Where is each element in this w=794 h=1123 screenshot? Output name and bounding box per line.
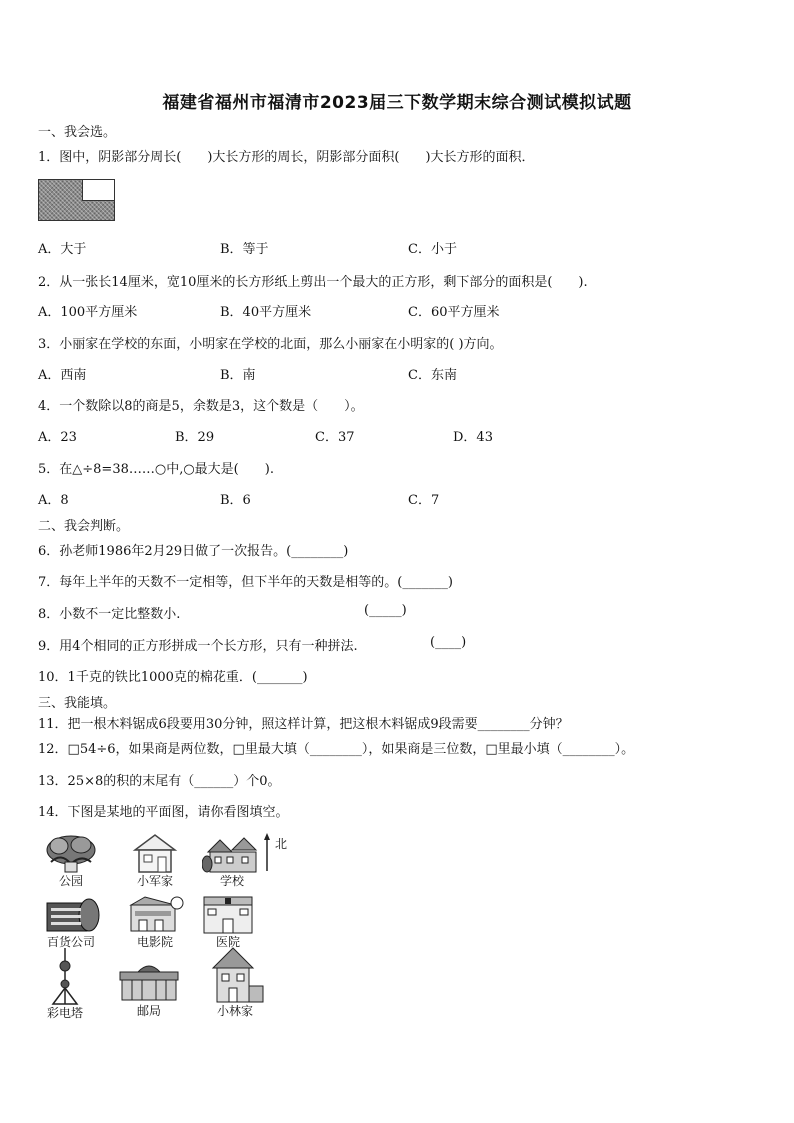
map-place-xiaolin-home — [200, 946, 270, 1019]
question-8: 8．小数不一定比整数小. — [38, 607, 181, 622]
option-b: B．29 — [175, 430, 215, 445]
map-label: 邮局 — [136, 1004, 161, 1018]
question-14: 14．下图是某地的平面图，请你看图填空。 — [38, 805, 289, 820]
option-a: A．8 — [38, 493, 69, 508]
map-place-school — [197, 832, 267, 889]
map-place-park — [36, 832, 106, 889]
map-label: 电影院 — [136, 935, 173, 949]
cinema-icon — [125, 893, 185, 935]
option-c: C．东南 — [408, 368, 457, 383]
map-place-tv-tower — [30, 948, 100, 1021]
option-c: C．小于 — [408, 242, 457, 257]
map-place-hospital — [193, 893, 263, 950]
option-c: C．60平方厘米 — [408, 305, 500, 320]
section-heading-3: 三、我能填。 — [38, 696, 117, 711]
question-11: 11．把一根木料锯成6段要用30分钟，照这样计算，把这根木料锯成9段需要________分钟？ — [38, 717, 569, 732]
school-icon — [202, 832, 262, 874]
map-label: 彩电塔 — [46, 1006, 83, 1020]
question-2-options — [38, 301, 758, 319]
map-label: 小军家 — [136, 874, 173, 888]
unshaded-corner — [82, 180, 114, 201]
option-b: B．南 — [220, 368, 256, 383]
apartment-icon — [205, 946, 265, 1004]
department-store-icon — [41, 893, 101, 935]
section-heading-2: 二、我会判断。 — [38, 519, 130, 534]
map-place-post-office — [114, 956, 184, 1019]
option-d: D．43 — [453, 430, 493, 445]
shaded-rectangle-figure — [38, 179, 115, 221]
map-label: 小林家 — [216, 1004, 253, 1018]
question-6: 6．孙老师1986年2月29日做了一次报告。(________) — [38, 544, 349, 559]
map-place-department-store — [36, 893, 106, 950]
option-a: A．23 — [38, 430, 77, 445]
option-b: B．40平方厘米 — [220, 305, 312, 320]
map-place-xiaojun-home — [120, 832, 190, 889]
page-title: 福建省福州市福清市2023届三下数学期末综合测试模拟试题 — [162, 93, 632, 113]
question-13: 13．25×8的积的末尾有（______）个0。 — [38, 774, 281, 789]
north-label: 北 — [275, 837, 288, 851]
map-label: 百货公司 — [46, 935, 95, 949]
option-b: B．等于 — [220, 242, 269, 257]
question-4: 4．一个数除以8的商是5，余数是3，这个数是（ ）。 — [38, 399, 364, 414]
option-a: A．100平方厘米 — [38, 305, 138, 320]
option-a: A．大于 — [38, 242, 87, 257]
question-8-blank: (_____) — [364, 603, 407, 618]
option-a: A．西南 — [38, 368, 87, 383]
park-icon — [41, 832, 101, 874]
map-label: 医院 — [215, 935, 240, 949]
map-label: 学校 — [219, 874, 244, 888]
map-label: 公园 — [58, 874, 83, 888]
question-9-blank: (____) — [430, 635, 467, 650]
option-c: C．7 — [408, 493, 440, 508]
question-4-options — [38, 426, 758, 444]
question-5: 5．在△÷8=38……○中,○最大是( ). — [38, 462, 274, 477]
house-icon — [130, 832, 180, 874]
section-heading-1: 一、我会选。 — [38, 125, 117, 140]
question-1-options — [38, 238, 758, 256]
question-3-options — [38, 364, 758, 382]
question-10: 10．1千克的铁比1000克的棉花重．(_______) — [38, 670, 308, 685]
option-b: B．6 — [220, 493, 251, 508]
tv-tower-icon — [45, 948, 85, 1006]
question-5-options — [38, 489, 758, 507]
question-3: 3．小丽家在学校的东面，小明家在学校的北面，那么小丽家在小明家的( )方向。 — [38, 337, 503, 352]
hospital-icon — [198, 893, 258, 935]
question-2: 2．从一张长14厘米，宽10厘米的长方形纸上剪出一个最大的正方形，剩下部分的面积是( ). — [38, 275, 588, 290]
question-12: 12．□54÷6，如果商是两位数，□里最大填（________），如果商是三位数，□里最小填（________）。 — [38, 742, 635, 757]
question-7: 7．每年上半年的天数不一定相等，但下半年的天数是相等的。(_______) — [38, 575, 453, 590]
map-place-cinema — [120, 893, 190, 950]
question-1: 1．图中，阴影部分周长( )大长方形的周长，阴影部分面积( )大长方形的面积． — [38, 150, 535, 165]
option-c: C．37 — [315, 430, 355, 445]
post-office-icon — [114, 956, 184, 1004]
question-9: 9．用4个相同的正方形拼成一个长方形，只有一种拼法. — [38, 639, 358, 654]
